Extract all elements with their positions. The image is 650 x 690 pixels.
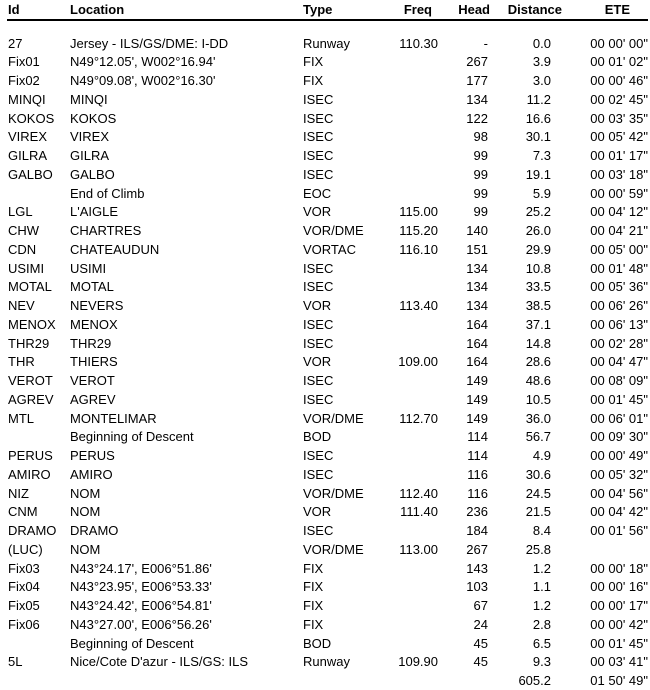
cell-id: GILRA (8, 148, 48, 163)
cell-distance: 56.7 (525, 429, 551, 445)
cell-head: 267 (466, 541, 488, 557)
table-row (0, 597, 650, 616)
table-row (0, 616, 650, 635)
cell-head: 164 (466, 354, 488, 370)
cell-type: FIX (303, 598, 324, 613)
cell-distance: 2.8 (532, 616, 551, 632)
cell-location: AGREV (70, 391, 116, 407)
cell-freq: 109.90 (398, 654, 438, 670)
cell-type: ISEC (303, 279, 334, 295)
cell-id: GALBO (8, 166, 53, 182)
cell-head: 116 (467, 485, 488, 501)
cell-distance: 1.1 (532, 579, 551, 595)
cell-location: N49°12.05', W002°16.94' (70, 54, 216, 70)
cell-ete: 00 00' 46" (590, 73, 648, 88)
cell-ete: 00 00' 42" (590, 616, 648, 632)
cell-head: 45 (473, 635, 488, 651)
cell-type: FIX (303, 73, 324, 88)
cell-ete: 00 03' 18" (590, 166, 648, 182)
cell-distance: 1.2 (532, 560, 551, 576)
cell-type: ISEC (303, 373, 334, 388)
cell-head: 134 (466, 91, 488, 107)
cell-freq (358, 597, 438, 616)
cell-ete: 00 01' 45" (590, 391, 648, 407)
table-row (0, 260, 650, 279)
cell-type: FIX (303, 579, 324, 595)
cell-location: L'AIGLE (70, 204, 119, 220)
cell-location: NEVERS (70, 298, 124, 313)
cell-location: N49°09.08', W002°16.30' (70, 73, 216, 88)
cell-head: 99 (473, 148, 488, 163)
table-row (0, 466, 650, 485)
cell-ete: 00 04' 21" (590, 223, 648, 238)
cell-head: 114 (467, 448, 488, 463)
cell-type: ISEC (303, 148, 334, 163)
cell-type: ISEC (303, 129, 334, 145)
cell-head: 143 (466, 560, 488, 576)
table-row (0, 166, 650, 185)
cell-location: End of Climb (70, 185, 145, 201)
cell-type: VOR/DME (303, 541, 364, 557)
table-header (0, 2, 650, 18)
cell-id: THR29 (8, 335, 50, 351)
table-row (0, 72, 650, 91)
cell-location: N43°27.00', E006°56.26' (70, 616, 212, 632)
cell-id: 27 (8, 35, 23, 51)
cell-ete: 00 01' 17" (590, 148, 648, 163)
table-row (0, 560, 650, 579)
column-header-distance: Distance (507, 2, 562, 17)
table-row (0, 635, 650, 654)
cell-location: PERUS (70, 448, 115, 463)
cell-freq (358, 166, 438, 185)
cell-freq: 112.70 (399, 410, 438, 426)
column-header-head: Head (458, 2, 490, 17)
cell-head: 45 (473, 654, 488, 670)
cell-freq: 116.10 (399, 241, 438, 257)
cell-id: CNM (8, 504, 38, 520)
cell-distance: 26.0 (525, 223, 551, 238)
cell-location: Jersey - ILS/GS/DME: I-DD (70, 35, 229, 51)
cell-ete: 00 03' 41" (590, 654, 648, 670)
cell-distance: 1.2 (532, 598, 551, 613)
cell-freq (358, 522, 438, 541)
cell-type: ISEC (303, 448, 334, 463)
cell-head: 236 (466, 504, 488, 520)
table-row (0, 353, 650, 372)
cell-ete: 00 05' 42" (590, 129, 648, 145)
cell-distance: 9.3 (532, 654, 551, 670)
cell-id: CDN (8, 241, 37, 257)
cell-type: EOC (303, 185, 332, 201)
cell-location: MOTAL (70, 279, 114, 295)
cell-ete (548, 541, 648, 560)
cell-freq: 109.00 (398, 354, 438, 370)
cell-ete: 00 00' 00" (590, 35, 648, 51)
cell-id: AMIRO (8, 466, 51, 482)
cell-freq: 110.30 (399, 35, 438, 51)
column-header-type: Type (303, 2, 333, 17)
cell-freq (358, 147, 438, 166)
cell-freq (358, 560, 438, 579)
cell-distance: 25.8 (525, 541, 551, 557)
table-row (0, 391, 650, 410)
cell-distance: 8.4 (532, 523, 551, 538)
table-row (0, 372, 650, 391)
cell-id: NEV (8, 298, 35, 313)
cell-head: - (483, 35, 488, 51)
cell-ete: 00 05' 32" (590, 466, 648, 482)
cell-head: 134 (466, 279, 488, 295)
cell-distance: 3.0 (532, 73, 551, 88)
table-row (0, 203, 650, 222)
cell-distance: 7.3 (532, 148, 551, 163)
cell-type: ISEC (303, 110, 334, 126)
cell-type: Runway (303, 35, 350, 51)
totals-row (0, 672, 650, 690)
cell-freq (358, 72, 438, 91)
cell-id: USIMI (8, 260, 45, 276)
cell-distance: 0.0 (532, 35, 551, 51)
cell-id: PERUS (8, 448, 53, 463)
cell-location: Nice/Cote D'azur - ILS/GS: ILS (70, 654, 249, 670)
cell-ete: 00 09' 30" (590, 429, 648, 445)
cell-head: 134 (466, 298, 488, 313)
cell-ete: 00 00' 16" (590, 579, 648, 595)
cell-head: 122 (466, 110, 488, 126)
cell-type: VOR (303, 298, 332, 313)
cell-distance: 11.2 (526, 91, 551, 107)
table-row (0, 522, 650, 541)
cell-type: ISEC (303, 260, 334, 276)
cell-ete: 00 06' 13" (590, 316, 648, 332)
cell-location: MINQI (70, 91, 108, 107)
cell-distance: 38.5 (525, 298, 551, 313)
cell-distance: 19.1 (525, 166, 551, 182)
cell-type: ISEC (303, 91, 334, 107)
cell-ete: 00 00' 59" (590, 185, 648, 201)
cell-ete: 00 01' 56" (590, 523, 648, 538)
cell-id: THR (8, 354, 35, 370)
column-header-ete: ETE (604, 2, 630, 17)
cell-distance: 36.0 (525, 410, 551, 426)
cell-ete: 00 02' 45" (590, 91, 648, 107)
cell-freq: 115.20 (399, 223, 438, 238)
table-row (0, 653, 650, 672)
table-row (0, 335, 650, 354)
table-row (0, 541, 650, 560)
cell-head: 99 (473, 204, 488, 220)
cell-location: MONTELIMAR (70, 410, 157, 426)
cell-type: VOR/DME (303, 410, 364, 426)
cell-head: 103 (466, 579, 488, 595)
table-row (0, 447, 650, 466)
cell-freq (358, 185, 438, 204)
cell-type: VOR/DME (303, 223, 364, 238)
cell-id: DRAMO (8, 523, 57, 538)
cell-type: VOR (303, 354, 332, 370)
cell-head: 149 (466, 410, 488, 426)
table-row (0, 128, 650, 147)
cell-location: Beginning of Descent (70, 429, 194, 445)
cell-freq (358, 616, 438, 635)
cell-distance: 10.5 (525, 391, 551, 407)
header-divider (7, 19, 648, 21)
cell-id: LGL (8, 204, 33, 220)
cell-location: DRAMO (70, 523, 119, 538)
cell-freq (358, 316, 438, 335)
cell-distance: 14.8 (525, 335, 551, 351)
cell-id: AGREV (8, 391, 54, 407)
cell-ete: 00 02' 28" (590, 335, 648, 351)
cell-head: 267 (466, 54, 488, 70)
cell-location: AMIRO (70, 466, 113, 482)
table-row (0, 222, 650, 241)
column-header-location: Location (70, 2, 125, 17)
cell-type: FIX (303, 54, 324, 70)
cell-distance: 29.9 (525, 241, 551, 257)
table-row (0, 241, 650, 260)
cell-location: USIMI (70, 260, 107, 276)
cell-location: NOM (70, 541, 101, 557)
cell-location: Beginning of Descent (70, 635, 194, 651)
cell-type: VORTAC (303, 241, 356, 257)
cell-distance: 21.5 (525, 504, 551, 520)
table-row (0, 53, 650, 72)
cell-location: N43°23.95', E006°53.33' (70, 579, 212, 595)
cell-location: GILRA (70, 148, 110, 163)
cell-id: Fix05 (8, 598, 40, 613)
cell-head: 149 (466, 391, 488, 407)
cell-distance: 30.6 (525, 466, 551, 482)
cell-distance: 33.5 (525, 279, 551, 295)
cell-ete: 00 04' 42" (590, 504, 648, 520)
table-row (0, 410, 650, 429)
cell-ete: 00 01' 02" (590, 54, 648, 70)
cell-head: 99 (473, 166, 488, 182)
cell-location: MENOX (70, 316, 118, 332)
table-row (0, 503, 650, 522)
cell-freq (358, 428, 438, 447)
cell-freq (358, 278, 438, 297)
cell-ete: 00 06' 26" (590, 298, 648, 313)
cell-freq (358, 335, 438, 354)
cell-id: Fix01 (8, 54, 40, 70)
cell-ete: 00 03' 35" (590, 110, 648, 126)
cell-distance: 6.5 (532, 635, 551, 651)
table-row (0, 428, 650, 447)
table-row (0, 91, 650, 110)
table-row (0, 35, 650, 54)
cell-head: 164 (466, 316, 488, 332)
cell-freq (358, 128, 438, 147)
table-row (0, 110, 650, 129)
cell-ete: 00 04' 12" (590, 204, 648, 220)
cell-freq (358, 447, 438, 466)
table-body (0, 35, 650, 690)
cell-distance: 4.9 (532, 448, 551, 463)
cell-distance: 30.1 (525, 129, 551, 145)
cell-head: 151 (466, 241, 488, 257)
cell-location: THIERS (70, 354, 118, 370)
cell-location: N43°24.17', E006°51.86' (70, 560, 212, 576)
cell-distance: 5.9 (532, 185, 551, 201)
cell-type: FIX (303, 560, 324, 576)
cell-freq (358, 578, 438, 597)
cell-distance: 16.6 (525, 110, 551, 126)
cell-head: 134 (466, 260, 488, 276)
cell-id: MOTAL (8, 279, 52, 295)
cell-id: Fix02 (8, 73, 40, 88)
total-ete: 01 50' 49" (590, 673, 648, 688)
cell-id: MTL (8, 410, 34, 426)
cell-ete: 00 04' 56" (590, 485, 648, 501)
cell-id: CHW (8, 223, 40, 238)
cell-ete: 00 05' 00" (590, 241, 648, 257)
cell-id: MINQI (8, 91, 46, 107)
cell-location: NOM (70, 504, 101, 520)
cell-head: 67 (473, 598, 488, 613)
cell-ete: 00 00' 17" (590, 598, 648, 613)
cell-type: Runway (303, 654, 350, 670)
cell-type: ISEC (303, 523, 334, 538)
cell-type: VOR (303, 504, 332, 520)
cell-ete: 00 00' 49" (590, 448, 648, 463)
cell-ete: 00 05' 36" (590, 279, 648, 295)
cell-id: VEROT (8, 373, 53, 388)
cell-type: FIX (303, 616, 324, 632)
cell-type: BOD (303, 635, 332, 651)
cell-type: ISEC (303, 391, 334, 407)
cell-freq (358, 91, 438, 110)
column-header-freq: Freq (403, 2, 432, 17)
cell-location: KOKOS (70, 110, 117, 126)
cell-ete: 00 01' 45" (590, 635, 648, 651)
cell-freq: 111.40 (400, 504, 438, 520)
cell-location: GALBO (70, 166, 115, 182)
cell-head: 24 (473, 616, 488, 632)
cell-ete: 00 04' 47" (590, 354, 648, 370)
cell-ete: 00 01' 48" (590, 260, 648, 276)
cell-id: Fix06 (8, 616, 40, 632)
cell-id: (LUC) (8, 541, 43, 557)
cell-ete: 00 00' 18" (590, 560, 648, 576)
cell-type: VOR (303, 204, 332, 220)
cell-freq (358, 110, 438, 129)
cell-type: ISEC (303, 335, 334, 351)
cell-location: VIREX (70, 129, 110, 145)
cell-type: ISEC (303, 166, 334, 182)
cell-distance: 48.6 (525, 373, 551, 388)
cell-freq (358, 372, 438, 391)
table-row (0, 578, 650, 597)
table-row (0, 185, 650, 204)
cell-id: NIZ (8, 485, 29, 501)
cell-id: Fix04 (8, 579, 40, 595)
cell-head: 98 (473, 129, 488, 145)
cell-id: 5L (8, 654, 23, 670)
cell-head: 114 (467, 429, 488, 445)
cell-id: Fix03 (8, 560, 40, 576)
table-row (0, 147, 650, 166)
cell-freq (358, 466, 438, 485)
table-row (0, 485, 650, 504)
cell-type: VOR/DME (303, 485, 364, 501)
cell-head: 140 (466, 223, 488, 238)
cell-head: 116 (467, 466, 488, 482)
cell-id: MENOX (8, 316, 56, 332)
cell-head: 177 (466, 73, 488, 88)
cell-ete: 00 06' 01" (590, 410, 648, 426)
cell-distance: 24.5 (525, 485, 551, 501)
cell-id: VIREX (8, 129, 48, 145)
cell-distance: 28.6 (525, 354, 551, 370)
cell-head: 184 (466, 523, 488, 538)
cell-type: ISEC (303, 316, 334, 332)
cell-location: THR29 (70, 335, 112, 351)
cell-head: 99 (473, 185, 488, 201)
cell-distance: 10.8 (525, 260, 551, 276)
cell-head: 149 (466, 373, 488, 388)
cell-type: ISEC (303, 466, 334, 482)
column-header-id: Id (8, 2, 20, 17)
cell-distance: 3.9 (532, 54, 551, 70)
cell-freq: 115.00 (399, 204, 438, 220)
total-distance: 605.2 (518, 673, 551, 688)
cell-location: NOM (70, 485, 101, 501)
cell-type: BOD (303, 429, 332, 445)
cell-location: CHATEAUDUN (70, 241, 160, 257)
cell-freq (358, 260, 438, 279)
cell-distance: 25.2 (525, 204, 551, 220)
cell-location: N43°24.42', E006°54.81' (70, 598, 212, 613)
cell-freq: 113.40 (399, 298, 438, 313)
cell-freq (358, 391, 438, 410)
cell-freq (358, 53, 438, 72)
table-row (0, 278, 650, 297)
cell-head: 164 (466, 335, 488, 351)
cell-freq: 112.40 (399, 485, 438, 501)
cell-distance: 37.1 (525, 316, 551, 332)
table-row (0, 297, 650, 316)
table-row (0, 316, 650, 335)
cell-ete: 00 08' 09" (590, 373, 648, 388)
cell-freq (358, 635, 438, 654)
cell-id: KOKOS (8, 110, 55, 126)
cell-location: CHARTRES (70, 223, 142, 238)
cell-location: VEROT (70, 373, 115, 388)
cell-freq: 113.00 (399, 541, 438, 557)
